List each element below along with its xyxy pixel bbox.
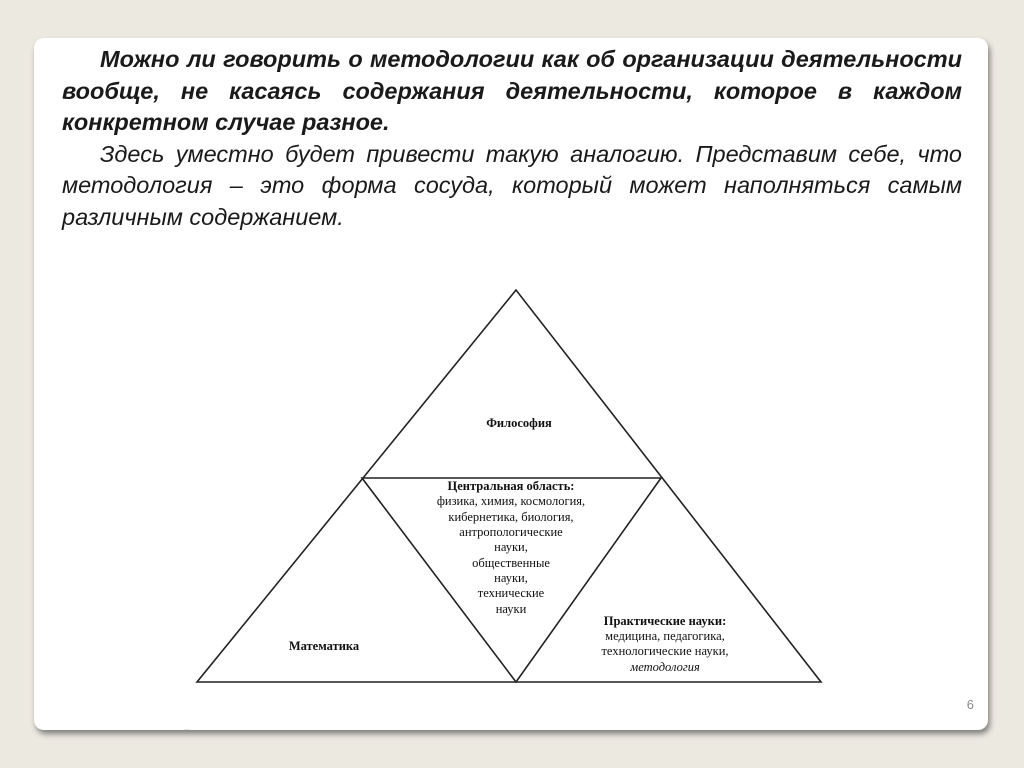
practical-title: Практические науки: [603,614,727,628]
practical-line-2: технологические науки, [601,644,729,658]
center-line-5: общественные [472,556,550,570]
question-paragraph: Можно ли говорить о методологии как об организации деятельности вообще, не касаясь содержания деятельности, которое в каждом конкретном случае разное. [62,46,962,135]
center-line-4: науки, [494,540,528,554]
page-number: 6 [966,697,974,712]
center-line-3: антропологические [459,525,563,539]
practical-line-1: медицина, педагогика, [605,629,725,643]
philosophy-label: Философия [486,416,552,430]
center-line-6: науки, [494,571,528,585]
center-title: Центральная область: [447,479,575,493]
math-label: Математика [288,639,360,653]
analogy-paragraph: Здесь уместно будет привести такую аналогию. Представим себе, что методология – это форма сосуда, который может наполняться самым различным содержанием. [62,140,962,230]
center-line-7: технические [477,586,545,600]
center-line-1: физика, химия, космология, [436,494,586,508]
center-line-2: кибернетика, биология, [448,510,574,524]
center-line-8: науки [495,602,527,616]
practical-line-3: методология [630,660,700,674]
